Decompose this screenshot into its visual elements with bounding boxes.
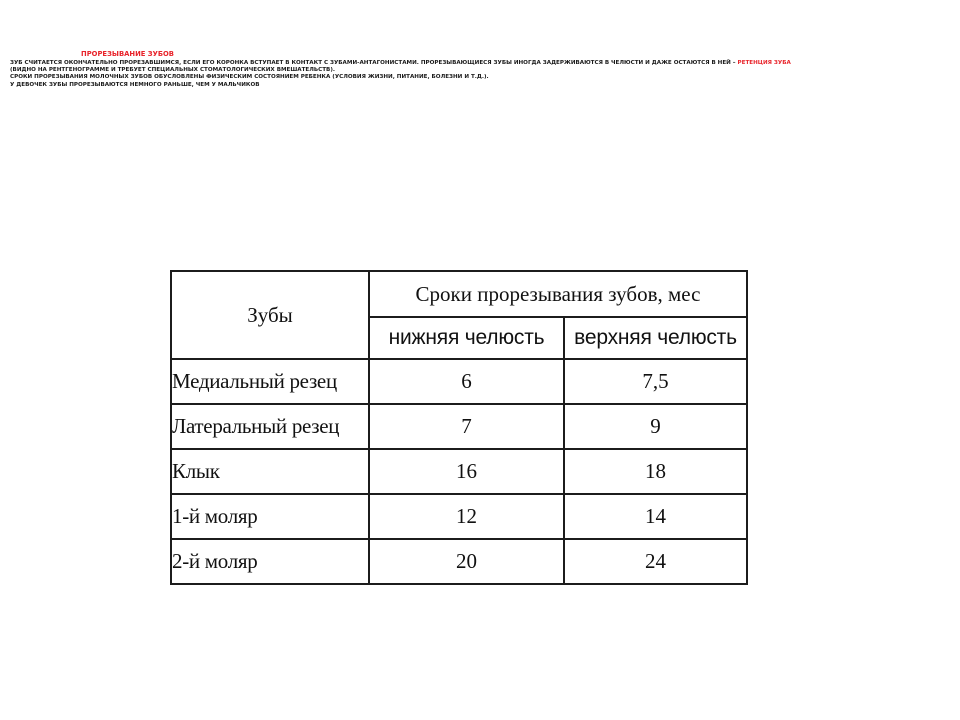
- tooth-name-cell: Клык: [171, 449, 369, 494]
- upper-jaw-cell: 9: [564, 404, 747, 449]
- paragraph-retention-main: ЗУБ СЧИТАЕТСЯ ОКОНЧАТЕЛЬНО ПРОРЕЗАВШИМСЯ, ЕСЛИ ЕГО КОРОНКА ВСТУПАЕТ В КОНТАКТ С ЗУБАМИ-АНТАГОНИСТАМИ. ПРОРЕЗЫВАЮЩИЕСЯ ЗУБЫ ИНОГДА ЗАДЕРЖИВАЮТСЯ В ЧЕЛЮСТИ И ДАЖЕ ОСТАЮТСЯ В НЕЙ –: [10, 60, 738, 66]
- table-row: [171, 539, 747, 584]
- tooth-name-cell: 1-й моляр: [171, 494, 369, 539]
- table-row: [171, 449, 747, 494]
- eruption-table-container: [170, 270, 746, 583]
- tooth-name-cell: Латеральный резец: [171, 404, 369, 449]
- lower-jaw-cell: 12: [369, 494, 564, 539]
- slide-text-block: [10, 50, 950, 89]
- paragraph-girls-boys: У ДЕВОЧЕК ЗУБЫ ПРОРЕЗЫВАЮТСЯ НЕМНОГО РАНЬШЕ, ЧЕМ У МАЛЬЧИКОВ: [10, 81, 260, 88]
- table-header-row: [171, 271, 747, 317]
- upper-jaw-cell: 24: [564, 539, 747, 584]
- slide-title: ПРОРЕЗЫВАНИЕ ЗУБОВ: [81, 50, 174, 58]
- tooth-name-cell: 2-й моляр: [171, 539, 369, 584]
- table-row: [171, 404, 747, 449]
- lower-jaw-cell: 6: [369, 359, 564, 404]
- lower-jaw-header: нижняя челюсть: [369, 317, 564, 359]
- lower-jaw-cell: 20: [369, 539, 564, 584]
- retention-term: РЕТЕНЦИЯ ЗУБА: [737, 60, 791, 66]
- teeth-column-header: Зубы: [171, 271, 369, 359]
- paragraph-retention-note: (ВИДНО НА РЕНТГЕНОГРАММЕ И ТРЕБУЕТ СПЕЦИАЛЬНЫХ СТОМАТОЛОГИЧЕСКИХ ВМЕШАТЕЛЬСТВ).: [10, 67, 335, 74]
- upper-jaw-header: верхняя челюсть: [564, 317, 747, 359]
- paragraph-retention: [10, 60, 950, 67]
- paragraph-eruption-timing: СРОКИ ПРОРЕЗЫВАНИЯ МОЛОЧНЫХ ЗУБОВ ОБУСЛОВЛЕНЫ ФИЗИЧЕСКИМ СОСТОЯНИЕМ РЕБЕНКА (УСЛОВИЯ ЖИЗНИ, ПИТАНИЕ, БОЛЕЗНИ И Т.Д.).: [10, 74, 489, 81]
- timing-column-header: Сроки прорезывания зубов, мес: [369, 271, 747, 317]
- upper-jaw-cell: 7,5: [564, 359, 747, 404]
- table-row: [171, 494, 747, 539]
- upper-jaw-cell: 14: [564, 494, 747, 539]
- table-row: [171, 359, 747, 404]
- eruption-table: [170, 270, 748, 585]
- tooth-name-cell: Медиальный резец: [171, 359, 369, 404]
- upper-jaw-cell: 18: [564, 449, 747, 494]
- lower-jaw-cell: 16: [369, 449, 564, 494]
- lower-jaw-cell: 7: [369, 404, 564, 449]
